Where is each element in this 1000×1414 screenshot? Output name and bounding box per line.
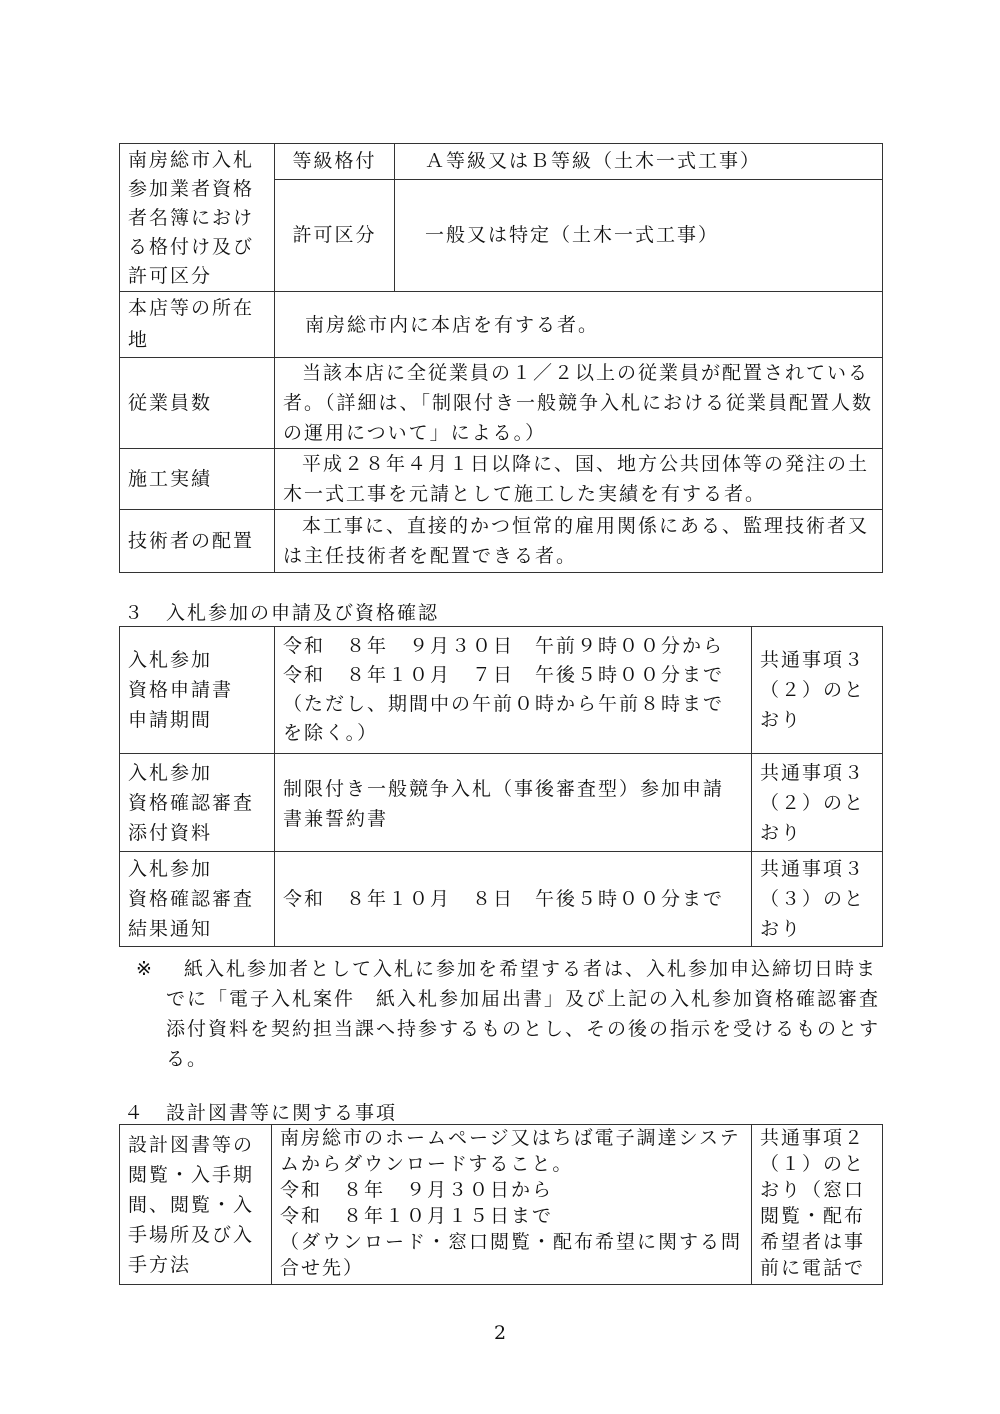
grade-label: 等級格付: [275, 144, 395, 180]
record-label: 施工実績: [120, 449, 275, 510]
engineer-value: 本工事に、直接的かつ恒常的雇用関係にある、監理技術者又は主任技術者を配置できる者。: [275, 510, 883, 573]
result-notice-label: 入札参加 資格確認審査 結果通知: [120, 852, 275, 947]
office-value: 南房総市内に本店を有する者。: [275, 292, 883, 358]
application-period-ref: 共通事項３（２）のとおり: [752, 627, 883, 754]
application-table: [119, 626, 883, 947]
employees-label: 従業員数: [120, 358, 275, 449]
design-docs-ref: 共通事項２（１）のとおり（窓口閲覧・配布希望者は事前に電話で: [752, 1125, 883, 1285]
result-notice-value: 令和 ８年１０月 ８日 午後５時００分まで: [275, 852, 752, 947]
application-period-value: 令和 ８年 ９月３０日 午前９時００分から 令和 ８年１０月 ７日 午後５時００分まで （ただし、期間中の午前０時から午前８時までを除く。）: [275, 627, 752, 754]
record-value: 平成２８年４月１日以降に、国、地方公共団体等の発注の土木一式工事を元請として施工した実績を有する者。: [275, 449, 883, 510]
note-text: 紙入札参加者として入札に参加を希望する者は、入札参加申込締切日時までに「電子入札案件 紙入札参加届出書」及び上記の入札参加資格確認審査添付資料を契約担当課へ持参するものとし、その後の指示を受けるものとする。: [166, 958, 881, 1070]
paper-bid-note: [136, 954, 886, 1074]
grade-value: Ａ等級又はＢ等級（土木一式工事）: [395, 144, 883, 180]
page-number: 2: [493, 1322, 507, 1344]
section3-heading: ３ 入札参加の申請及び資格確認: [124, 602, 440, 624]
design-docs-label: 設計図書等の閲覧・入手期間、閲覧・入手場所及び入手方法: [120, 1125, 272, 1285]
employees-value: 当該本店に全従業員の１／２以上の従業員が配置されている者。（詳細は、「制限付き一般競争入札における従業員配置人数の運用について」による。）: [275, 358, 883, 449]
attachments-value: 制限付き一般競争入札（事後審査型）参加申請書兼誓約書: [275, 754, 752, 852]
engineer-label: 技術者の配置: [120, 510, 275, 573]
permit-value: 一般又は特定（土木一式工事）: [395, 179, 883, 291]
qualification-table: [119, 143, 883, 573]
attachments-label: 入札参加 資格確認審査 添付資料: [120, 754, 275, 852]
attachments-ref: 共通事項３（２）のとおり: [752, 754, 883, 852]
design-docs-value: 南房総市のホームページ又はちば電子調達システムからダウンロードすること。 令和 ８年 ９月３０日から 令和 ８年１０月１５日まで （ダウンロード・窓口閲覧・配布希望に関する問合せ先）: [272, 1125, 752, 1285]
note-mark: ※: [136, 958, 154, 980]
permit-label: 許可区分: [275, 179, 395, 291]
office-label: 本店等の所在地: [120, 292, 275, 358]
design-docs-table: [119, 1124, 883, 1285]
rank-header-cell: 南房総市入札参加業者資格者名簿における格付け及び許可区分: [120, 144, 275, 292]
result-notice-ref: 共通事項３（３）のとおり: [752, 852, 883, 947]
application-period-label: 入札参加 資格申請書 申請期間: [120, 627, 275, 754]
section4-heading: ４ 設計図書等に関する事項: [124, 1102, 398, 1124]
